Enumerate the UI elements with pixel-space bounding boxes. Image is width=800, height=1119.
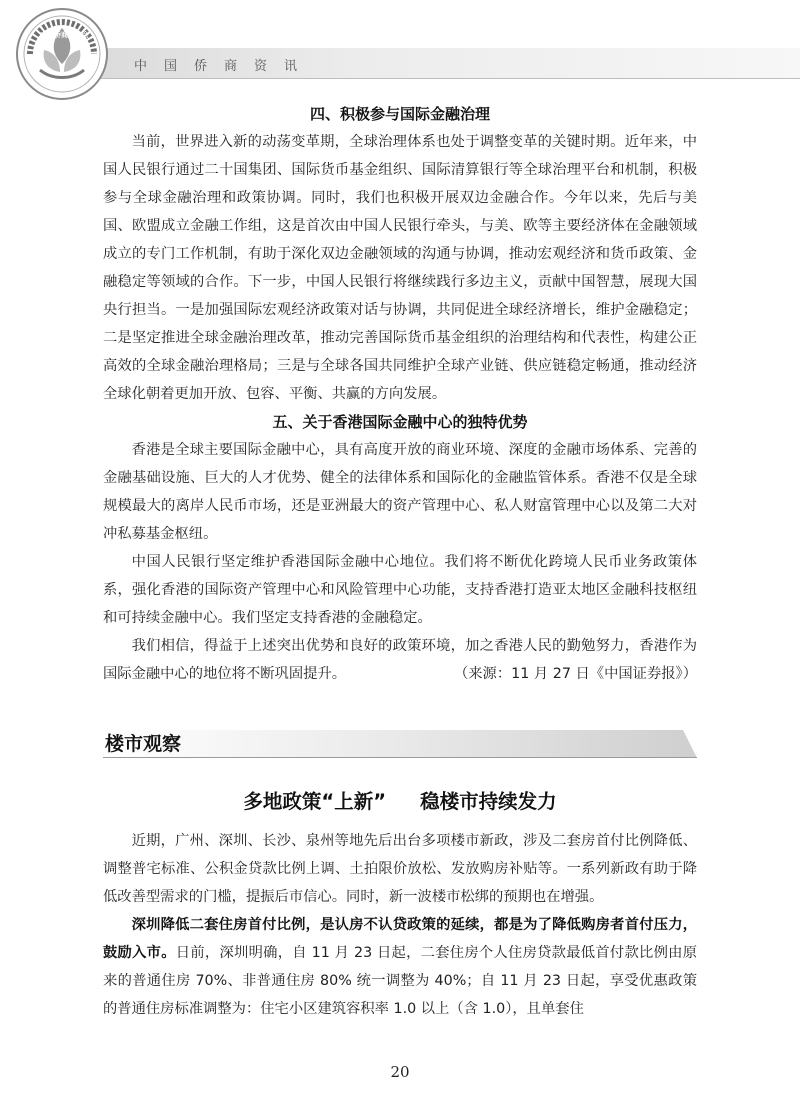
logo-icon — [14, 6, 110, 102]
section-5-title: 五、关于香港国际金融中心的独特优势 — [272, 413, 528, 431]
logo-text: 中国侨商联合会 — [40, 31, 89, 39]
article-body — [103, 827, 697, 1023]
section-5-paragraph-1: 香港是全球主要国际金融中心，具有高度开放的商业环境、深度的金融市场体系、完善的金融基础设施、巨大的人才优势、健全的法律体系和国际化的金融监管体系。香港不仅是全球规模最大的离岸人民币市场，还是亚洲最大的资产管理中心、私人财富管理中心以及第二大对冲私募基金枢纽。 — [103, 442, 697, 542]
article-paragraph-1: 近期，广州、深圳、长沙、泉州等地先后出台多项楼市新政，涉及二套房首付比例降低、调整普宅标准、公积金贷款比例上调、土拍限价放松、发放购房补贴等。一系列新政有助于降低改善型需求的门槛，提振后市信心。同时，新一波楼市松绑的预期也在增强。 — [103, 833, 697, 905]
article-title-part-1: 多地政策“上新” — [243, 790, 387, 813]
page-header — [0, 0, 800, 110]
article-paragraph-2 — [103, 911, 697, 1023]
article-title-part-2: 稳楼市持续发力 — [420, 790, 557, 813]
section-bar-label: 楼市观察 — [105, 733, 182, 755]
article-paragraph-2-lead: 深圳降低二套住房首付比例，是认房不认贷政策的延续，都是为了降低购房者首付压力，鼓励入市。 — [103, 917, 697, 961]
source-citation: （来源：11 月 27 日《中国证券报》） — [453, 666, 697, 682]
upper-content — [103, 100, 697, 688]
section-5-last-text: 我们相信，得益于上述突出优势和良好的政策环境，加之香港人民的勤勉努力，香港作为国际金融中心的地位将不断巩固提升。 — [103, 638, 697, 682]
section-5-paragraph-3 — [103, 632, 697, 688]
section-bar-background — [103, 730, 697, 758]
section-4-title: 四、积极参与国际金融治理 — [309, 105, 490, 123]
page-number: 20 — [390, 1063, 410, 1081]
header-title: 中国侨商资讯 — [134, 59, 315, 74]
article-title — [103, 786, 697, 814]
section-bar — [103, 730, 697, 758]
section-5-paragraph-2: 中国人民银行坚定维护香港国际金融中心地位。我们将不断优化跨境人民币业务政策体系，强化香港的国际资产管理中心和风险管理中心功能，支持香港打造亚太地区金融科技枢纽和可持续金融中心。我们坚定支持香港的金融稳定。 — [103, 554, 697, 626]
header-divider — [58, 78, 800, 79]
section-4-paragraph: 当前，世界进入新的动荡变革期，全球治理体系也处于调整变革的关键时期。近年来，中国人民银行通过二十国集团、国际货币基金组织、国际清算银行等全球治理平台和机制，积极参与全球金融治理和政策协调。同时，我们也积极开展双边金融合作。今年以来，先后与美国、欧盟成立金融工作组，这是首次由中国人民银行牵头，与美、欧等主要经济体在金融领域成立的专门工作机制，有助于深化双边金融领域的沟通与协调，推动宏观经济和货币政策、金融稳定等领域的合作。下一步，中国人民银行将继续践行多边主义，贡献中国智慧，展现大国央行担当。一是加强国际宏观经济政策对话与协调，共同促进全球经济增长，维护金融稳定；二是坚定推进全球金融治理改革，推动完善国际货币基金组织的治理结构和代表性，构建公正高效的全球金融治理格局；三是与全球各国共同维护全球产业链、供应链稳定畅通，推动经济全球化朝着更加开放、包容、平衡、共赢的方向发展。 — [103, 134, 697, 402]
article-paragraph-2-text: 日前，深圳明确，自 11 月 23 日起，二套住房个人住房贷款最低首付款比例由原来的普通住房 70%、非普通住房 80% 统一调整为 40%；自 11 月 23 日起，享受优惠政策的普通住房标准调整为：住宅小区建筑容积率 1.0 以上（含 1.0），且单套住 — [103, 945, 698, 1017]
